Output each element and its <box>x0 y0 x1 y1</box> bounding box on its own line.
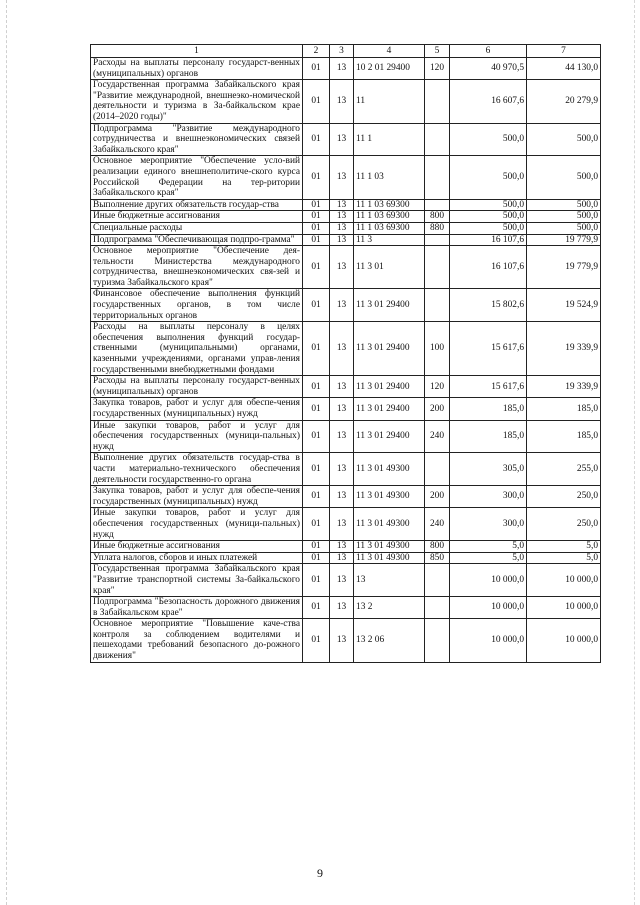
subsection-code: 13 <box>330 123 354 156</box>
table-row <box>91 234 601 246</box>
expense-type-code: 120 <box>425 58 450 80</box>
section-code: 01 <box>303 222 330 234</box>
target-article-code: 11 3 01 49300 <box>354 508 425 541</box>
amount-year-2: 19 524,9 <box>527 289 601 322</box>
subsection-code: 13 <box>330 199 354 211</box>
amount-year-1: 500,0 <box>450 222 527 234</box>
amount-year-2: 500,0 <box>527 123 601 156</box>
target-article-code: 11 1 03 69300 <box>354 222 425 234</box>
table-row <box>91 541 601 553</box>
section-code: 01 <box>303 619 330 662</box>
section-code: 01 <box>303 234 330 246</box>
section-code: 01 <box>303 508 330 541</box>
expense-type-code <box>425 597 450 619</box>
target-article-code: 11 3 01 29400 <box>354 398 425 420</box>
table-row <box>91 398 601 420</box>
target-article-code: 11 3 01 49300 <box>354 552 425 564</box>
target-article-code: 11 1 03 <box>354 156 425 199</box>
section-code: 01 <box>303 453 330 486</box>
amount-year-1: 10 000,0 <box>450 597 527 619</box>
row-name: Государственная программа Забайкальского края "Развитие международной, внешнеэко-номической деятельности и туризма в За-байкальском крае (2014–2020 годы)" <box>91 80 303 123</box>
section-code: 01 <box>303 289 330 322</box>
section-code: 01 <box>303 322 330 376</box>
amount-year-2: 185,0 <box>527 398 601 420</box>
expense-type-code: 240 <box>425 420 450 453</box>
table-row <box>91 508 601 541</box>
col-header-2: 2 <box>303 45 330 58</box>
page-number: 9 <box>317 866 323 880</box>
expense-type-code <box>425 80 450 123</box>
section-code: 01 <box>303 420 330 453</box>
amount-year-2: 500,0 <box>527 211 601 223</box>
target-article-code: 11 3 01 <box>354 246 425 289</box>
target-article-code: 13 2 06 <box>354 619 425 662</box>
row-name: Расходы на выплаты персоналу государст-венных (муниципальных) органов <box>91 58 303 80</box>
row-name: Основное мероприятие "Обеспечение дея-тельности Министерства международного сотрудничества, внешнеэкономических свя-зей и туризма Забайкальского края" <box>91 246 303 289</box>
amount-year-2: 250,0 <box>527 486 601 508</box>
amount-year-1: 300,0 <box>450 486 527 508</box>
amount-year-1: 500,0 <box>450 211 527 223</box>
amount-year-1: 15 617,6 <box>450 376 527 398</box>
target-article-code: 11 <box>354 80 425 123</box>
amount-year-1: 15 617,6 <box>450 322 527 376</box>
header-row <box>91 45 601 58</box>
row-name: Иные закупки товаров, работ и услуг для обеспечения государственных (муници-пальных) нужд <box>91 508 303 541</box>
amount-year-2: 5,0 <box>527 552 601 564</box>
target-article-code: 11 3 01 49300 <box>354 486 425 508</box>
subsection-code: 13 <box>330 246 354 289</box>
table-row <box>91 619 601 662</box>
row-name: Расходы на выплаты персоналу в целях обеспечения выполнения функций государ-ственными (муниципальными) органами, казенными учреждениями, органами управ-ления государственными внебюджетными фондами <box>91 322 303 376</box>
expense-type-code: 850 <box>425 552 450 564</box>
expense-type-code <box>425 289 450 322</box>
table-row <box>91 376 601 398</box>
amount-year-1: 305,0 <box>450 453 527 486</box>
expense-type-code: 100 <box>425 322 450 376</box>
amount-year-1: 16 107,6 <box>450 246 527 289</box>
table-row <box>91 486 601 508</box>
subsection-code: 13 <box>330 552 354 564</box>
target-article-code: 11 3 01 29400 <box>354 289 425 322</box>
table-row <box>91 156 601 199</box>
table-row <box>91 289 601 322</box>
subsection-code: 13 <box>330 619 354 662</box>
amount-year-2: 5,0 <box>527 541 601 553</box>
amount-year-2: 20 279,9 <box>527 80 601 123</box>
subsection-code: 13 <box>330 564 354 597</box>
target-article-code: 11 1 03 69300 <box>354 199 425 211</box>
table-row <box>91 222 601 234</box>
amount-year-1: 500,0 <box>450 199 527 211</box>
amount-year-1: 16 607,6 <box>450 80 527 123</box>
amount-year-2: 255,0 <box>527 453 601 486</box>
table-row <box>91 564 601 597</box>
expense-type-code <box>425 619 450 662</box>
expense-type-code: 200 <box>425 398 450 420</box>
expense-type-code: 200 <box>425 486 450 508</box>
col-header-4: 4 <box>354 45 425 58</box>
section-code: 01 <box>303 156 330 199</box>
amount-year-1: 5,0 <box>450 541 527 553</box>
target-article-code: 11 3 01 49300 <box>354 541 425 553</box>
amount-year-2: 185,0 <box>527 420 601 453</box>
section-code: 01 <box>303 541 330 553</box>
expense-type-code: 800 <box>425 541 450 553</box>
amount-year-2: 250,0 <box>527 508 601 541</box>
table-row <box>91 211 601 223</box>
row-name: Специальные расходы <box>91 222 303 234</box>
section-code: 01 <box>303 398 330 420</box>
expense-type-code <box>425 156 450 199</box>
row-name: Выполнение других обязательств государ-ства в части материально-технического обеспечения деятельности государственно-го органа <box>91 453 303 486</box>
amount-year-1: 500,0 <box>450 123 527 156</box>
section-code: 01 <box>303 552 330 564</box>
amount-year-2: 19 339,9 <box>527 376 601 398</box>
amount-year-2: 10 000,0 <box>527 597 601 619</box>
col-header-7: 7 <box>527 45 601 58</box>
subsection-code: 13 <box>330 156 354 199</box>
row-name: Государственная программа Забайкальского края "Развитие транспортной системы За-байкальского края" <box>91 564 303 597</box>
expense-type-code: 120 <box>425 376 450 398</box>
section-code: 01 <box>303 597 330 619</box>
table-row <box>91 420 601 453</box>
expense-type-code: 880 <box>425 222 450 234</box>
amount-year-1: 300,0 <box>450 508 527 541</box>
amount-year-2: 19 779,9 <box>527 234 601 246</box>
expense-type-code <box>425 123 450 156</box>
target-article-code: 11 1 03 69300 <box>354 211 425 223</box>
col-header-3: 3 <box>330 45 354 58</box>
table-row <box>91 322 601 376</box>
section-code: 01 <box>303 80 330 123</box>
section-code: 01 <box>303 376 330 398</box>
subsection-code: 13 <box>330 486 354 508</box>
table-row <box>91 246 601 289</box>
expense-type-code <box>425 199 450 211</box>
row-name: Иные бюджетные ассигнования <box>91 211 303 223</box>
target-article-code: 11 1 <box>354 123 425 156</box>
amount-year-1: 185,0 <box>450 420 527 453</box>
amount-year-1: 10 000,0 <box>450 619 527 662</box>
amount-year-2: 500,0 <box>527 156 601 199</box>
row-name: Закупка товаров, работ и услуг для обеспе-чения государственных (муниципальных) нужд <box>91 486 303 508</box>
section-code: 01 <box>303 211 330 223</box>
target-article-code: 11 3 <box>354 234 425 246</box>
target-article-code: 11 3 01 29400 <box>354 322 425 376</box>
subsection-code: 13 <box>330 211 354 223</box>
table-row <box>91 58 601 80</box>
target-article-code: 13 2 <box>354 597 425 619</box>
subsection-code: 13 <box>330 508 354 541</box>
subsection-code: 13 <box>330 453 354 486</box>
subsection-code: 13 <box>330 289 354 322</box>
amount-year-1: 16 107,6 <box>450 234 527 246</box>
section-code: 01 <box>303 246 330 289</box>
target-article-code: 13 <box>354 564 425 597</box>
table-row <box>91 597 601 619</box>
subsection-code: 13 <box>330 222 354 234</box>
amount-year-1: 5,0 <box>450 552 527 564</box>
subsection-code: 13 <box>330 541 354 553</box>
col-header-5: 5 <box>425 45 450 58</box>
amount-year-1: 15 802,6 <box>450 289 527 322</box>
subsection-code: 13 <box>330 376 354 398</box>
scan-edge-right <box>634 0 636 905</box>
expense-type-code <box>425 453 450 486</box>
section-code: 01 <box>303 564 330 597</box>
amount-year-1: 40 970,5 <box>450 58 527 80</box>
row-name: Иные закупки товаров, работ и услуг для обеспечения государственных (муници-пальных) нужд <box>91 420 303 453</box>
expense-type-code <box>425 246 450 289</box>
table-row <box>91 453 601 486</box>
expense-type-code <box>425 564 450 597</box>
subsection-code: 13 <box>330 398 354 420</box>
amount-year-2: 44 130,0 <box>527 58 601 80</box>
amount-year-2: 500,0 <box>527 199 601 211</box>
target-article-code: 11 3 01 29400 <box>354 376 425 398</box>
table-row <box>91 123 601 156</box>
row-name: Уплата налогов, сборов и иных платежей <box>91 552 303 564</box>
subsection-code: 13 <box>330 58 354 80</box>
expense-type-code: 240 <box>425 508 450 541</box>
amount-year-2: 10 000,0 <box>527 564 601 597</box>
row-name: Подпрограмма "Обеспечивающая подпро-грамма" <box>91 234 303 246</box>
scan-edge-left <box>6 0 8 905</box>
amount-year-1: 10 000,0 <box>450 564 527 597</box>
amount-year-2: 19 779,9 <box>527 246 601 289</box>
section-code: 01 <box>303 123 330 156</box>
subsection-code: 13 <box>330 420 354 453</box>
subsection-code: 13 <box>330 597 354 619</box>
row-name: Подпрограмма "Развитие международного сотрудничества и внешнеэкономических связей Забайкальского края" <box>91 123 303 156</box>
table-row <box>91 552 601 564</box>
amount-year-2: 10 000,0 <box>527 619 601 662</box>
section-code: 01 <box>303 199 330 211</box>
col-header-6: 6 <box>450 45 527 58</box>
table-row <box>91 199 601 211</box>
row-name: Основное мероприятие "Обеспечение усло-вий реализации единого внешнеполитиче-ского курса Российской Федерации на тер-ритории Забайкальского края" <box>91 156 303 199</box>
amount-year-1: 185,0 <box>450 398 527 420</box>
amount-year-2: 500,0 <box>527 222 601 234</box>
row-name: Закупка товаров, работ и услуг для обеспе-чения государственных (муниципальных) нужд <box>91 398 303 420</box>
row-name: Финансовое обеспечение выполнения функций государственных органов, в том числе территориальных органов <box>91 289 303 322</box>
target-article-code: 11 3 01 49300 <box>354 453 425 486</box>
row-name: Расходы на выплаты персоналу государст-венных (муниципальных) органов <box>91 376 303 398</box>
table-row <box>91 80 601 123</box>
subsection-code: 13 <box>330 234 354 246</box>
row-name: Основное мероприятие "Повышение каче-ства контроля за соблюдением водителями и пешеходами требований безопасного до-рожного движения" <box>91 619 303 662</box>
subsection-code: 13 <box>330 80 354 123</box>
section-code: 01 <box>303 58 330 80</box>
budget-table <box>90 44 601 663</box>
row-name: Выполнение других обязательств государ-ства <box>91 199 303 211</box>
target-article-code: 10 2 01 29400 <box>354 58 425 80</box>
col-header-1: 1 <box>91 45 303 58</box>
expense-type-code: 800 <box>425 211 450 223</box>
amount-year-2: 19 339,9 <box>527 322 601 376</box>
row-name: Иные бюджетные ассигнования <box>91 541 303 553</box>
expense-type-code <box>425 234 450 246</box>
subsection-code: 13 <box>330 322 354 376</box>
section-code: 01 <box>303 486 330 508</box>
amount-year-1: 500,0 <box>450 156 527 199</box>
target-article-code: 11 3 01 29400 <box>354 420 425 453</box>
row-name: Подпрограмма "Безопасность дорожного движения в Забайкальском крае" <box>91 597 303 619</box>
